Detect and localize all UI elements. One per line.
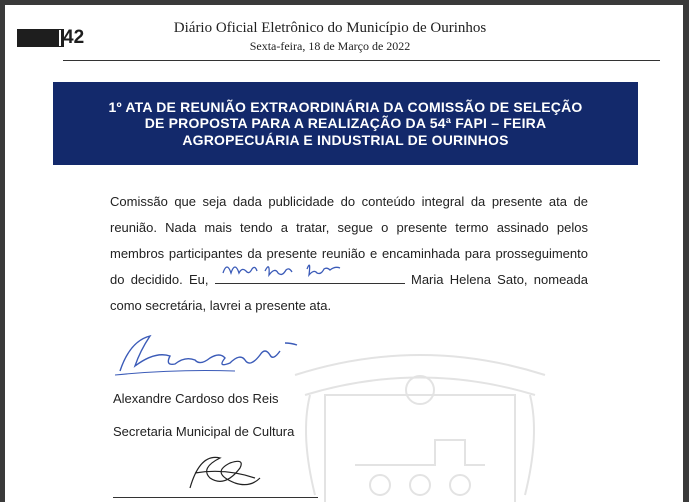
document-page (5, 5, 683, 502)
minutes-title: 1º ATA DE REUNIÃO EXTRAORDINÁRIA DA COMISSÃO DE SELEÇÃO DE PROPOSTA PARA A REALIZAÇÃO DA 54ª FAPI – FEIRA AGROPECUÁRIA E INDUSTRIAL DE OURINHOS (108, 98, 583, 148)
secretary-signature-line (215, 269, 405, 284)
second-signature-line (113, 497, 318, 498)
page-number-bar (17, 29, 64, 47)
gazette-date: Sexta-feira, 18 de Março de 2022 (249, 39, 411, 53)
body-text-after-signature: Maria Helena Sato, nomeada como secretária, lavrei a presente ata. (110, 272, 588, 313)
signatory-role: Secretaria Municipal de Cultura (113, 424, 295, 439)
minutes-title-box (53, 82, 638, 165)
body-text-before-signature: Comissão que seja dada publicidade do conteúdo integral da presente ata de reunião. Nada mais tendo a tratar, segue o presente termo assinado pelos membros participantes da presente reunião e encaminhada para prosseguimento do decidido. Eu, (110, 194, 588, 287)
second-signature (180, 448, 270, 498)
minutes-body (110, 189, 588, 319)
signatory-name: Alexandre Cardoso dos Reis (113, 391, 279, 406)
municipal-coat-of-arms-watermark-icon (285, 335, 555, 502)
page-number: 42 (63, 27, 85, 48)
gazette-title: Diário Oficial Eletrônico do Município de Ourinhos (173, 20, 487, 36)
signature-alexandre-reis (115, 331, 325, 381)
header-divider (63, 60, 660, 61)
secretary-handwritten-signature (221, 257, 361, 279)
